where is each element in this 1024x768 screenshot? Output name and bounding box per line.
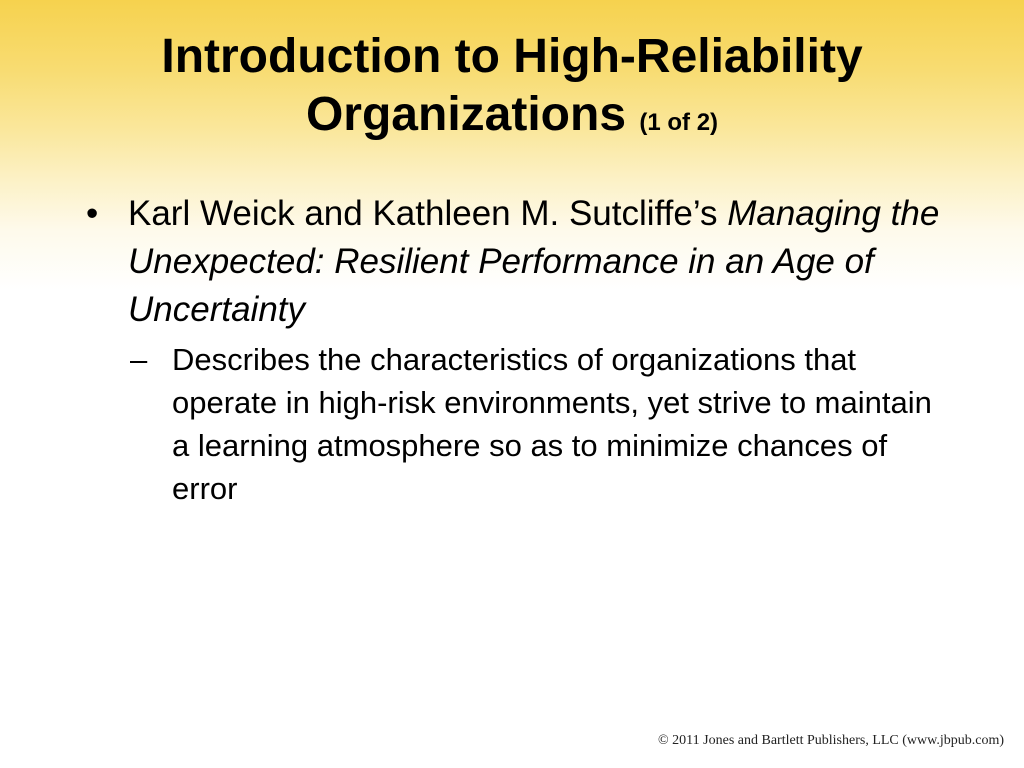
sub-bullet-item <box>128 338 932 510</box>
slide-title-main: Introduction to High-Reliability Organizations <box>161 30 863 141</box>
bullet-item <box>86 190 966 334</box>
slide-body <box>86 190 966 510</box>
slide-title <box>40 28 984 152</box>
bullet-marker: • <box>86 194 99 233</box>
copyright-notice: © 2011 Jones and Bartlett Publishers, LLC (www.jbpub.com) <box>658 733 1004 748</box>
sub-bullet-text: Describes the characteristics of organizations that operate in high-risk environments, yet strive to maintain a learning atmosphere so as to minimize chances of error <box>172 342 932 506</box>
sub-bullet-marker: – <box>130 342 148 377</box>
bullet-text-plain: Karl Weick and Kathleen M. Sutcliffe’s <box>128 194 718 233</box>
slide-title-part-indicator: (1 of 2) <box>639 109 719 136</box>
book-title: Managing the Unexpected: Resilient Performance in an Age of Uncertainty <box>128 194 940 329</box>
